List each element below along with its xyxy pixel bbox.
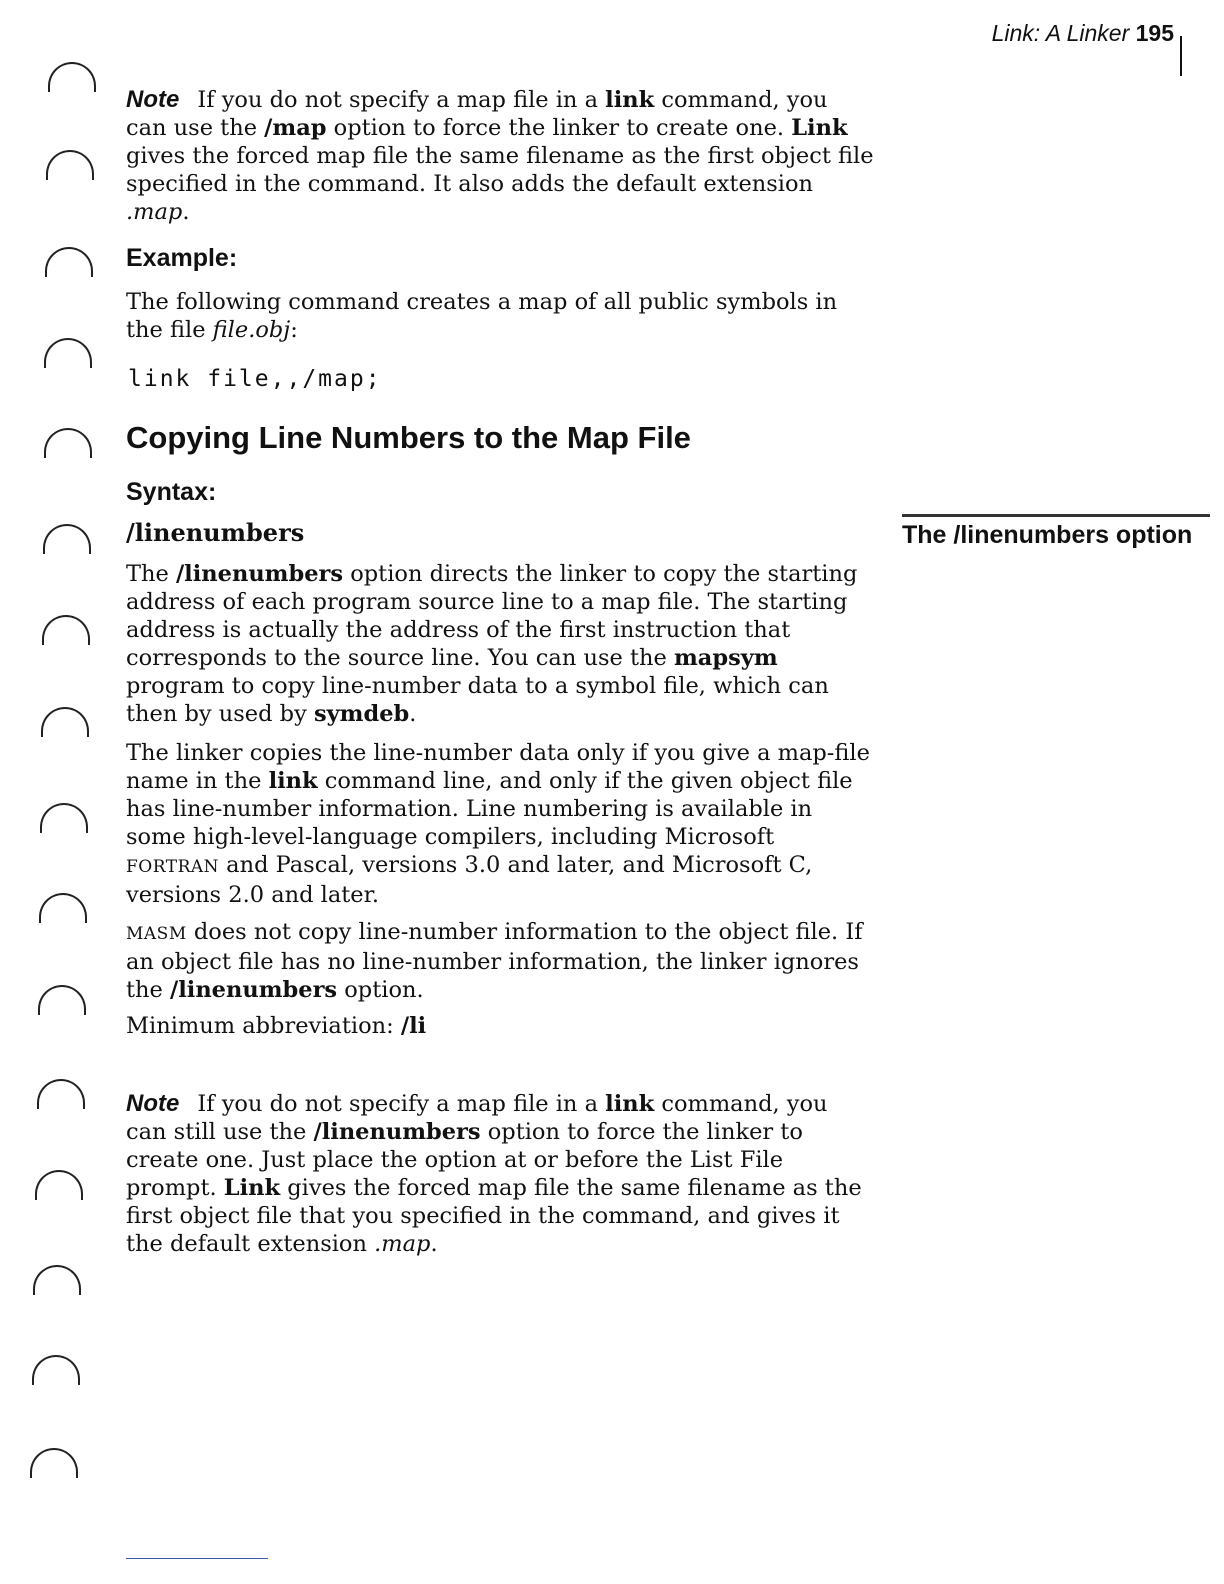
footer-rule [126, 1558, 268, 1559]
code-example: link file,,/map; [128, 366, 382, 392]
masm-term: MASM [126, 924, 187, 944]
note-label: Note [126, 86, 180, 113]
binder-hole [42, 615, 90, 645]
example-text: The following command creates a map of all public symbols in the file [126, 289, 838, 343]
note-paragraph [126, 1090, 874, 1258]
symdeb-term: symdeb [313, 701, 410, 727]
binder-hole [38, 985, 86, 1015]
extension-term: .map [126, 199, 183, 225]
running-head [960, 20, 1174, 47]
binder-hole [45, 247, 93, 277]
example-text: : [290, 317, 298, 343]
body-text: does not copy line-number information to the object file. If an object file has no line-number information, the linker ignores the [126, 919, 863, 1003]
binder-hole [46, 150, 94, 180]
page-number: 195 [1135, 20, 1174, 46]
binder-hole [43, 524, 91, 554]
note-text: If you do not specify a map file in a [197, 1091, 606, 1117]
example-heading: Example: [126, 244, 238, 272]
link-command-term: link [605, 1091, 655, 1117]
note-text: gives the forced map file the same filename as the first object file specified in the command. It also adds the default extension [126, 143, 874, 197]
note-text: option to force the linker to create one. [326, 115, 792, 141]
mapsym-term: mapsym [673, 645, 778, 671]
abbreviation-value: /li [400, 1013, 427, 1039]
note-text: option to force the linker to create one. Just place the option at or before the List File prompt. [126, 1119, 803, 1201]
abbreviation-line [126, 1012, 874, 1040]
note-text: . [182, 199, 190, 225]
example-paragraph [126, 288, 874, 344]
note-label: Note [126, 1090, 180, 1117]
linenumbers-option-term: /linenumbers [175, 561, 344, 587]
binder-hole [30, 1448, 78, 1478]
link-command-term: link [605, 87, 655, 113]
link-command-term: Link [791, 115, 848, 141]
body-text: The linker copies the line-number data only if you give a map-file name in the [126, 740, 870, 794]
abbreviation-label: Minimum abbreviation: [126, 1013, 401, 1039]
body-text: command line, and only if the given object file has line-number information. Line numbering is available in some high-level-language compilers, including Microsoft [126, 768, 853, 850]
map-option-term: /map [264, 115, 327, 141]
syntax-value: /linenumbers [126, 518, 305, 547]
filename-term: file.obj [212, 317, 291, 343]
binder-hole [44, 338, 92, 368]
body-text: option directs the linker to copy the starting address of each program source line to a map file. The starting address is actually the address of the first instruction that corresponds to the source line. You can use the [126, 561, 858, 671]
binder-hole [32, 1355, 80, 1385]
running-head-title: Link: A Linker [991, 20, 1130, 46]
extension-term: .map [374, 1231, 431, 1257]
body-text: and Pascal, versions 3.0 and later, and Microsoft C, versions 2.0 and later. [126, 852, 813, 908]
linenumbers-option-term: /linenumbers [313, 1119, 481, 1145]
binder-hole [39, 893, 87, 923]
note-text: command, you can use the [126, 87, 828, 141]
body-paragraph [126, 560, 874, 728]
binder-hole [44, 428, 92, 458]
binder-hole [37, 1079, 85, 1109]
body-text: option. [337, 977, 424, 1003]
link-command-term: link [268, 768, 318, 794]
note-text: If you do not specify a map file in a [197, 87, 606, 113]
section-title: Copying Line Numbers to the Map File [126, 420, 691, 455]
note-text: gives the forced map file the same filename as the first object file that you specified in the command, and gives it the default extension [126, 1175, 862, 1257]
link-command-term: Link [223, 1175, 281, 1201]
margin-rule [902, 514, 1210, 517]
running-head-rule [1180, 36, 1182, 76]
body-paragraph [126, 739, 874, 909]
binder-hole [35, 1170, 83, 1200]
binder-hole [48, 62, 96, 92]
linenumbers-option-term: /linenumbers [170, 977, 338, 1003]
note-text: command, you can still use the [126, 1091, 828, 1145]
body-text: program to copy line-number data to a symbol file, which can then by used by [126, 673, 829, 727]
body-paragraph [126, 918, 874, 1004]
margin-label: The /linenumbers option [902, 521, 1193, 549]
binder-hole [33, 1265, 81, 1295]
fortran-term: FORTRAN [126, 857, 220, 877]
note-text: . [430, 1231, 438, 1257]
note-paragraph [126, 86, 874, 226]
syntax-heading: Syntax: [126, 478, 217, 506]
binder-hole [40, 803, 88, 833]
body-text: . [409, 701, 417, 727]
binder-hole [41, 707, 89, 737]
body-text: The [126, 561, 176, 587]
